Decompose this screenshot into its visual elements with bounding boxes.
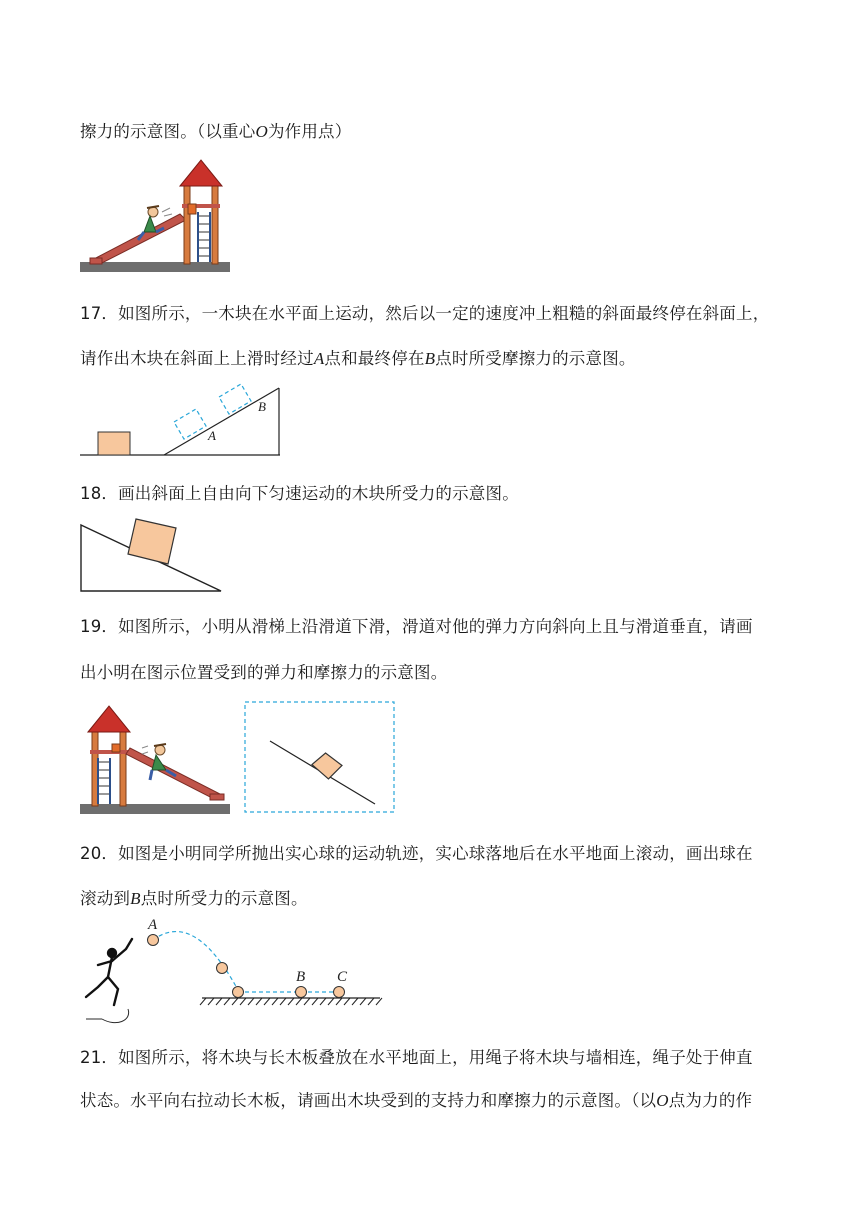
q16-point-o: O	[255, 122, 268, 141]
q17-text-2b: 点和最终停在	[324, 349, 425, 368]
q19-slide-figure	[80, 698, 232, 818]
q17-text-line-1: 17．如图所示，一木块在水平面上运动，然后以一定的速度冲上粗糙的斜面最终停在斜面上，	[80, 304, 770, 323]
q17-incline-figure	[80, 384, 284, 458]
q20-label-a: A	[148, 917, 158, 933]
q19-text-line-2: 出小明在图示位置受到的弹力和摩擦力的示意图。	[80, 663, 448, 682]
q20-text-line-1: 20．如图是小明同学所抛出实心球的运动轨迹，实心球落地后在水平地面上滚动，画出球在	[80, 844, 753, 863]
q20-label-b: B	[296, 969, 306, 985]
q20-text-line-2	[80, 885, 308, 909]
q17-point-b: B	[424, 349, 436, 368]
q18-incline-figure	[80, 512, 224, 594]
q17-point-a: A	[313, 349, 325, 368]
q16-text-line	[80, 118, 351, 142]
q18-text-line-1: 18．画出斜面上自由向下匀速运动的木块所受力的示意图。	[80, 484, 519, 503]
q17-text-2c: 点时所受摩擦力的示意图。	[435, 349, 636, 368]
q21-text-2a: 状态。水平向右拉动长木板，请画出木块受到的支持力和摩擦力的示意图。（以	[80, 1091, 657, 1110]
q16-slide-figure	[80, 156, 232, 274]
q16-text-a: 擦力的示意图。（以重心	[80, 122, 256, 141]
q16-text-b: 为作用点）	[267, 122, 352, 141]
q21-point-o: O	[656, 1091, 669, 1110]
q19-text-line-1: 19．如图所示，小明从滑梯上沿滑道下滑，滑道对他的弹力方向斜向上且与滑道垂直，请画	[80, 617, 753, 636]
q20-point-b: B	[130, 889, 141, 908]
q20-trajectory-figure	[80, 915, 386, 1027]
q17-text-2a: 请作出木块在斜面上上滑时经过	[80, 349, 314, 368]
q17-label-a: A	[208, 428, 216, 443]
q17-text-line-2	[80, 345, 636, 369]
q21-text-line-1: 21．如图所示，将木块与长木板叠放在水平地面上，用绳子将木块与墙相连，绳子处于伸直	[80, 1048, 753, 1067]
q17-label-b: B	[258, 399, 266, 414]
q20-text-2b: 点时所受力的示意图。	[140, 889, 308, 908]
q21-text-2b: 点为力的作	[668, 1091, 753, 1110]
q20-label-c: C	[337, 969, 348, 985]
q19-answer-box	[244, 701, 396, 815]
q21-text-line-2	[80, 1087, 752, 1111]
q20-text-2a: 滚动到	[80, 889, 131, 908]
